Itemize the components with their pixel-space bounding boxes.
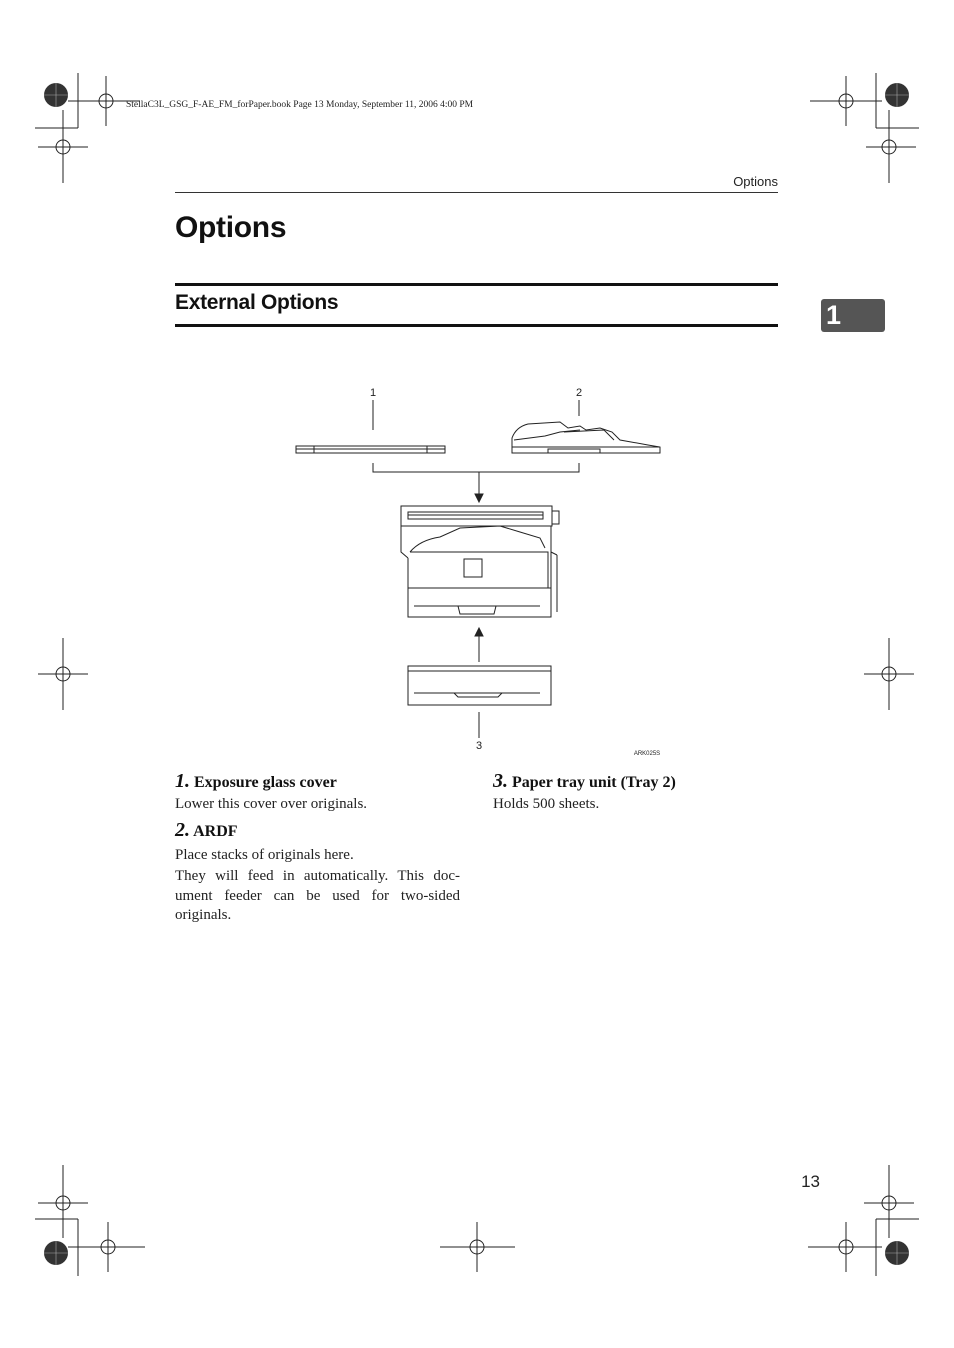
item-3-number: 3.	[493, 770, 508, 792]
running-head: Options	[733, 174, 778, 189]
item-2-description-1: Place stacks of originals here.	[175, 847, 354, 863]
item-3-title: Paper tray unit (Tray 2)	[512, 774, 676, 791]
figure-code: ARK025S	[633, 751, 661, 757]
callout-2: 2	[575, 387, 583, 399]
item-1-number: 1.	[175, 770, 190, 792]
page-title: Options	[175, 211, 287, 244]
item-3-description: Holds 500 sheets.	[493, 796, 600, 812]
chapter-tab-number: 1	[826, 300, 842, 330]
callout-1: 1	[369, 387, 377, 399]
page-number: 13	[801, 1172, 820, 1191]
item-3-heading	[493, 770, 676, 793]
item-2-number: 2.	[175, 819, 190, 841]
item-1-description: Lower this cover over originals.	[175, 796, 368, 812]
section-title: External Options	[175, 291, 339, 314]
item-2-description-2: They will feed in automatically. This doc-ument feeder can be used for two-sided originals.	[175, 868, 460, 923]
item-1-title: Exposure glass cover	[194, 774, 337, 791]
item-2-heading	[175, 819, 238, 842]
print-slug: StellaC3L_GSG_F-AE_FM_forPaper.book Page 13 Monday, September 11, 2006 4:00 PM	[126, 100, 474, 110]
callout-3: 3	[475, 740, 483, 752]
item-2-title: ARDF	[193, 823, 238, 840]
item-1-heading	[175, 770, 337, 793]
